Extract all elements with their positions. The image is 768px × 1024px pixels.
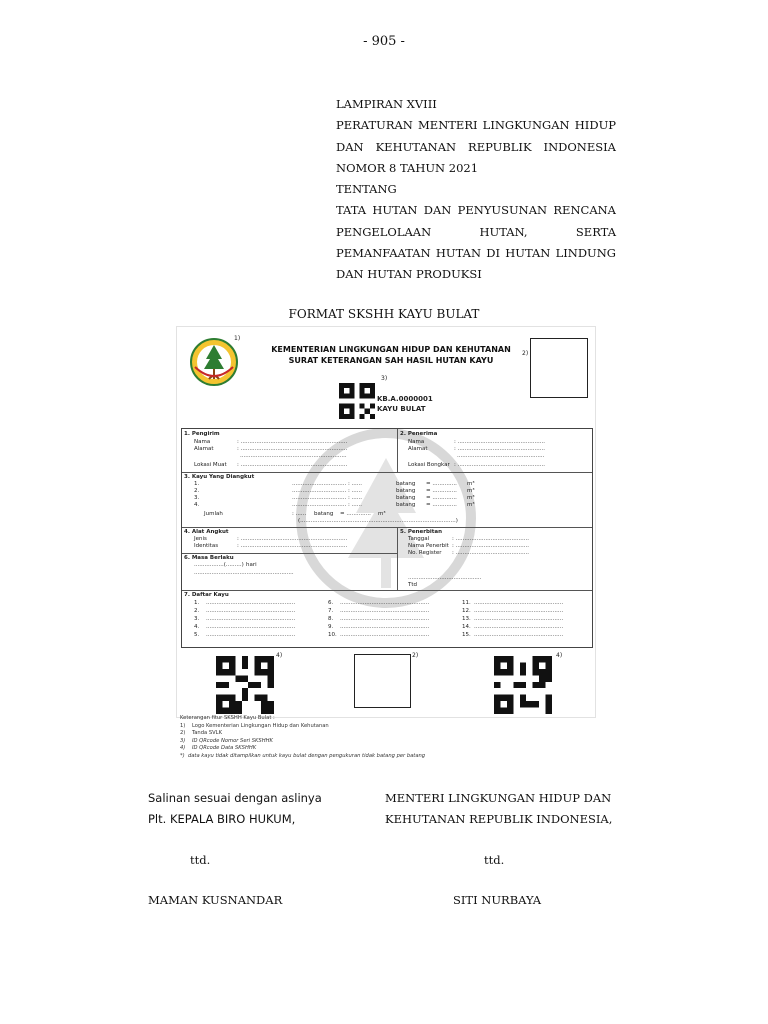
dotted-line: ..................................................: [457, 453, 545, 459]
dotted-line: ...................................................: [206, 632, 296, 638]
item-number: 1.: [194, 481, 200, 487]
signature-right: ttd.: [484, 853, 505, 867]
header-line: NOMOR 8 TAHUN 2021: [336, 160, 479, 175]
field-label: Tanggal: [408, 536, 430, 542]
unit-label: hari: [246, 562, 257, 568]
field-label: Alamat: [194, 446, 214, 452]
marker-qr-left: 4): [276, 652, 283, 659]
list-item-number: 3.: [194, 616, 200, 622]
dotted-line: ...................................................: [206, 624, 296, 630]
notes-title: Keterangan fitur SKSHH Kayu Bulat :: [180, 715, 275, 721]
note-item: [180, 745, 600, 753]
field-label: No. Register: [408, 550, 442, 556]
dotted-line: ...................................................: [206, 600, 296, 606]
header-line: DAN HUTAN PRODUKSI: [336, 267, 482, 282]
signatory-left-name: MAMAN KUSNANDAR: [148, 893, 283, 907]
legal-bureau-title: Plt. KEPALA BIRO HUKUM,: [148, 812, 296, 826]
certified-copy-label: Salinan sesuai dengan aslinya: [148, 791, 322, 805]
dotted-line: ...................................................: [474, 616, 564, 622]
list-item-number: 1.: [194, 600, 200, 606]
field-label: Nama: [408, 439, 425, 445]
qrcode-data-left-icon: [216, 656, 274, 714]
dotted-line: = ..............: [426, 502, 457, 508]
header-line: TENTANG: [336, 182, 397, 197]
signature-label: Ttd: [408, 582, 418, 588]
unit-label: m³: [378, 511, 386, 517]
list-item-number: 5.: [194, 632, 200, 638]
field-label: Jenis: [194, 536, 207, 542]
note-item: [180, 753, 600, 761]
note-number: 4): [180, 745, 186, 752]
note-number: 2): [180, 730, 186, 737]
dotted-line: ............................... : ......: [292, 495, 363, 501]
list-item-number: 14.: [462, 624, 471, 630]
note-text: Tanda SVLK: [191, 730, 222, 737]
form-title-line1: KEMENTERIAN LINGKUNGAN HIDUP DAN KEHUTANAN: [271, 345, 511, 354]
svlk-box-bottom: [354, 654, 411, 708]
page-number: - 905 -: [363, 34, 405, 49]
unit-label: batang: [314, 511, 334, 517]
form-heading: [252, 344, 530, 366]
dotted-line: : .............................................................: [237, 462, 348, 468]
section-title: 6. Masa Berlaku: [184, 555, 234, 561]
header-line: PEMANFAATAN HUTAN DI HUTAN LINDUNG: [336, 246, 616, 261]
dotted-line: ...................................................: [474, 600, 564, 606]
dotted-line: ...................................................: [474, 632, 564, 638]
note-text: data kayu tidak ditampilkan untuk kayu bulat dengan pengukuran tidak batang per batang: [187, 752, 426, 759]
dotted-line: ...................................................: [474, 624, 564, 630]
ministry-logo-icon: [189, 337, 239, 387]
unit-label: batang: [396, 488, 416, 494]
field-label: Lokasi Bongkar: [408, 462, 450, 468]
dotted-line: ...................................................: [340, 608, 430, 614]
note-item: [180, 738, 600, 746]
dotted-line: = ..............: [426, 481, 457, 487]
list-item-number: 10.: [328, 632, 337, 638]
header-line: PERATURAN MENTERI LINGKUNGAN HIDUP: [336, 118, 616, 133]
qrcode-serial-icon: [339, 383, 375, 419]
unit-label: m³: [467, 502, 475, 508]
list-item-number: 15.: [462, 632, 471, 638]
signatory-right-name: SITI NURBAYA: [453, 893, 541, 907]
dotted-line: : ..........................................: [452, 550, 530, 556]
dotted-line: ............................... : ......: [292, 502, 363, 508]
form-notes: [180, 715, 600, 761]
note-number: *): [180, 752, 185, 759]
section-title: 1. Pengirim: [184, 431, 220, 437]
list-item-number: 2.: [194, 608, 200, 614]
item-number: 2.: [194, 488, 200, 494]
skshh-form-figure: [176, 326, 596, 718]
regulation-header: [336, 94, 616, 286]
section-title: 4. Alat Angkut: [184, 529, 229, 535]
serial-number: KB.A.0000001: [377, 395, 433, 403]
list-item-number: 4.: [194, 624, 200, 630]
form-table: [181, 428, 593, 648]
form-subtitle: KAYU BULAT: [377, 405, 426, 413]
section-title: 2. Penerima: [400, 431, 438, 437]
svlk-box-top: [530, 338, 588, 398]
dotted-line: ..........................................: [408, 575, 482, 581]
marker-qr-right: 4): [556, 652, 563, 659]
dotted-line: ...................................................: [340, 600, 430, 606]
dotted-line: ...................................................: [340, 624, 430, 630]
serial-number-block: [377, 394, 433, 414]
header-line: PENGELOLAAN HUTAN, SERTA: [336, 224, 616, 239]
field-label: Jumlah: [204, 511, 223, 517]
form-title-line2: SURAT KETERANGAN SAH HASIL HUTAN KAYU: [288, 356, 494, 365]
qrcode-data-right-icon: [494, 656, 552, 714]
note-item: [180, 730, 600, 738]
field-label: Nama: [194, 439, 211, 445]
dotted-line: : ..........................................: [452, 543, 530, 549]
marker-svlk-bottom: 2): [412, 652, 419, 659]
unit-label: m³: [467, 481, 475, 487]
item-number: 3.: [194, 495, 200, 501]
list-item-number: 8.: [328, 616, 334, 622]
dotted-line: = ..............: [426, 495, 457, 501]
field-label: Alamat: [408, 446, 428, 452]
dotted-line: ...................................................: [340, 632, 430, 638]
dotted-line: : ..................................................: [454, 462, 546, 468]
note-item: [180, 723, 600, 731]
dotted-line: = ..............: [426, 488, 457, 494]
minister-title-line1: MENTERI LINGKUNGAN HIDUP DAN: [385, 791, 612, 805]
dotted-line: ............................... : ......: [292, 488, 363, 494]
dotted-line: = ..............: [340, 511, 371, 517]
dotted-line: : ..........................................: [452, 536, 530, 542]
field-label: Lokasi Muat: [194, 462, 227, 468]
dotted-line: .........................................................: [194, 570, 294, 576]
header-line: TATA HUTAN DAN PENYUSUNAN RENCANA: [336, 203, 616, 218]
dotted-line: : .............................................................: [237, 536, 348, 542]
header-line: DAN KEHUTANAN REPUBLIK INDONESIA: [336, 139, 616, 154]
section-title: 7. Daftar Kayu: [184, 592, 229, 598]
header-line: LAMPIRAN XVIII: [336, 97, 437, 111]
marker-logo: 1): [234, 335, 241, 342]
note-number: 3): [180, 737, 186, 744]
list-item-number: 12.: [462, 608, 471, 614]
dotted-line: (.........................................................................................): [298, 518, 458, 524]
dotted-line: ............................... : ......: [292, 481, 363, 487]
format-title: FORMAT SKSHH KAYU BULAT: [288, 307, 480, 321]
unit-label: m³: [467, 488, 475, 494]
dotted-line: ...................................................: [206, 608, 296, 614]
dotted-line: : ..................................................: [454, 439, 546, 445]
item-number: 4.: [194, 502, 200, 508]
unit-label: batang: [396, 495, 416, 501]
dotted-line: ...................................................: [340, 616, 430, 622]
unit-label: batang: [396, 502, 416, 508]
marker-qr-serial: 3): [381, 375, 388, 382]
unit-label: batang: [396, 481, 416, 487]
list-item-number: 7.: [328, 608, 334, 614]
dotted-line: ...................................................: [474, 608, 564, 614]
note-text: ID QRcode Nomor Seri SKSHHK: [191, 737, 273, 744]
dotted-line: .................(.........): [194, 562, 244, 568]
dotted-line: : .............................................................: [237, 446, 348, 452]
field-label: Nama Penerbit: [408, 543, 449, 549]
note-number: 1): [180, 722, 186, 729]
minister-title-line2: KEHUTANAN REPUBLIK INDONESIA,: [385, 812, 613, 826]
dotted-line: .............................................................: [240, 453, 347, 459]
section-title: 5. Penerbitan: [400, 529, 443, 535]
field-label: Identitas: [194, 543, 219, 549]
list-item-number: 9.: [328, 624, 334, 630]
signature-left: ttd.: [190, 853, 211, 867]
note-text: ID QRcode Data SKSHHK: [191, 745, 257, 752]
list-item-number: 6.: [328, 600, 334, 606]
section-title: 3. Kayu Yang Diangkut: [184, 474, 255, 480]
list-item-number: 13.: [462, 616, 471, 622]
dotted-line: : .............................................................: [237, 543, 348, 549]
marker-svlk-top: 2): [522, 350, 529, 357]
dotted-line: : .............................................................: [237, 439, 348, 445]
dotted-line: ...................................................: [206, 616, 296, 622]
dotted-line: : ......: [292, 511, 307, 517]
dotted-line: : ..................................................: [454, 446, 546, 452]
list-item-number: 11.: [462, 600, 471, 606]
note-text: Logo Kementerian Lingkungan Hidup dan Kehutanan: [191, 722, 329, 729]
unit-label: m³: [467, 495, 475, 501]
